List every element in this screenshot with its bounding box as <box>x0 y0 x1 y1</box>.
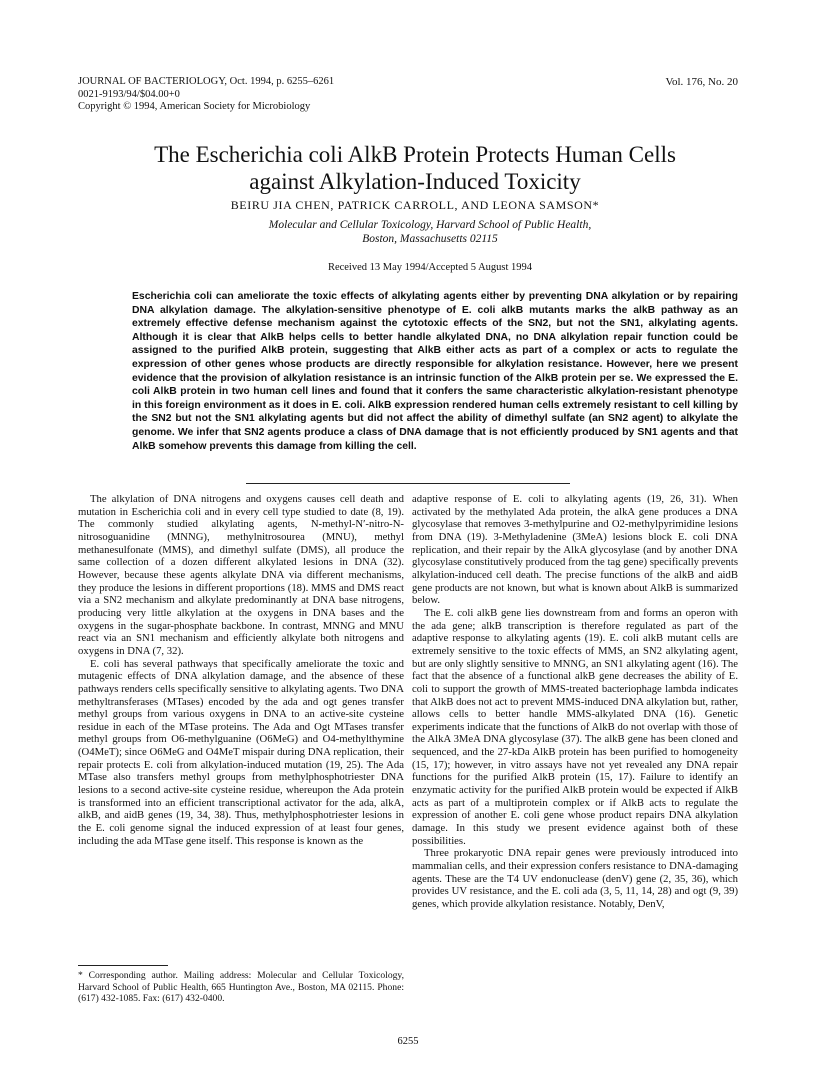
footnote-divider <box>78 965 168 966</box>
body-paragraph: The alkylation of DNA nitrogens and oxygens causes cell death and mutation in Escherichia coli and in every cell type studied to date (8, 19). The commonly studied alkylating agents, N-methyl-N′-nitro-N-nitrosoguanidine (MNNG), methylnitrosourea (MNU), methyl methanesulfonate (MMS), and dimethyl sulfate (DMS), all produce the same collection of a dozen different alkylated lesions in DNA (32). However, because these agents alkylate DNA via different mechanisms, they produce the lesions in different proportions (18). MMS and DMS react via a SN2 mechanism and alkylate predominantly at DNA base nitrogens, producing very little alkylation at the oxygens in DNA bases and the oxygens in the sugar-phosphate backbone. In contrast, MNNG and MNU react via an SN1 mechanism and efficiently alkylate both nitrogens and oxygens in DNA (7, 32). <box>78 493 404 657</box>
author-list: BEIRU JIA CHEN, PATRICK CARROLL, AND LEONA SAMSON* <box>230 198 600 212</box>
section-divider <box>246 483 570 484</box>
journal-header <box>78 76 738 114</box>
affiliation <box>150 218 710 246</box>
body-column-right <box>412 493 738 1053</box>
page-number: 6255 <box>397 1036 419 1047</box>
title-line-1: The Escherichia coli AlkB Protein Protects Human Cells <box>154 142 676 167</box>
body-paragraph: The E. coli alkB gene lies downstream from and forms an operon with the ada gene; alkB transcription is therefore regulated as part of the adaptive response to alkylating agents (19). E. coli alkB mutant cells are extremely sensitive to the toxic effects of MMS, an SN2 alkylating agent, but are only slightly sensitive to MNNG, an SN1 alkylating agent (16). The fact that the absence of a functional alkB gene decreases the ability of E. coli to support the growth of MMS-treated bacteriophage lambda indicates that AlkB does not act to prevent MMS-induced DNA alkylation but, rather, allows cells to better handle MMS-alkylated DNA (16). Genetic experiments indicate that the functions of AlkB do not overlap with those of the AlkA 3MeA DNA glycosylase (37). The alkB gene has been cloned and sequenced, and the 27-kDa AlkB protein has been purified to homogeneity (15, 17); however, in vitro assays have not yet revealed any DNA repair functions for the purified AlkB protein (15, 17). Failure to identify an enzymatic activity for the purified AlkB protein would be expected if AlkB acts as part of a multiprotein complex or if AlkB acts to regulate the expression of another E. coli gene whose product repairs DNA alkylation damage. In this study we present evidence against both of these possibilities. <box>412 606 738 847</box>
affiliation-line-2: Boston, Massachusetts 02115 <box>362 233 498 245</box>
affiliation-line-1: Molecular and Cellular Toxicology, Harvard School of Public Health, <box>268 219 592 231</box>
volume-issue: Vol. 176, No. 20 <box>665 76 738 88</box>
corresponding-author-footnote: * Corresponding author. Mailing address: Molecular and Cellular Toxicology, Harvard School of Public Health, 665 Huntington Ave., Boston, MA 02115. Phone: (617) 432-1085. Fax: (617) 432-0400. <box>78 970 404 1004</box>
body-paragraph: E. coli has several pathways that specifically ameliorate the toxic and mutagenic effects of DNA alkylation damage, and the absence of these pathways renders cells specifically sensitive to alkylating agents. Two DNA methyltransferases (MTases) encoded by the ada and ogt genes transfer methyl groups from various oxygens in DNA to an active-site cysteine residue in each of the MTase proteins. The Ada and Ogt MTases transfer methyl groups from O6-methylguanine (O6MeG) and O4-methylthymine (O4MeT); since O6MeG and O4MeT mispair during DNA replication, their repair protects E. coli from alkylation-induced mutation (19, 25). The Ada MTase also transfers methyl groups from methylphosphotriester DNA lesions to a second active-site cysteine residue, whereupon the Ada protein is transformed into an efficient transcriptional activator for the ada, alkA, alkB, and aidB genes (19, 34, 38). Thus, methylphosphotriester lesions in the E. coli genome signal the induced expression of at least four genes, including the ada MTase gene itself. This response is known as the <box>78 657 404 847</box>
title-line-2: against Alkylation-Induced Toxicity <box>249 169 581 194</box>
copyright: Copyright © 1994, American Society for Microbiology <box>78 101 311 112</box>
article-title <box>110 141 720 195</box>
abstract: Escherichia coli can ameliorate the toxic effects of alkylating agents either by preventing DNA alkylation or by repairing DNA alkylation damage. The alkylation-sensitive phenotype of E. coli alkB mutants marks the alkB pathway as an extremely effective defense mechanism against the cytotoxic effects of the SN2, but not the SN1, alkylating agents. Although it is clear that AlkB helps cells to better handle alkylated DNA, no DNA alkylation repair function could be assigned to the purified AlkB protein, suggesting that AlkB either acts as part of a complex or acts to regulate the expression of other genes whose products are directly responsible for alkylation resistance. However, here we present evidence that the provision of alkylation resistance is an intrinsic function of the AlkB protein per se. We expressed the E. coli AlkB protein in two human cell lines and found that it confers the same characteristic alkylation-resistant phenotype in this foreign environment as it does in E. coli. AlkB expression rendered human cells extremely resistant to cell killing by the SN2 but not the SN1 alkylating agents but did not affect the ability of dimethyl sulfate (an SN2 agent) to alkylate the genome. We infer that SN2 agents produce a class of DNA damage that is not efficiently produced by SN1 agents and that AlkB somehow prevents this damage from killing the cell. <box>132 291 738 452</box>
received-dates: Received 13 May 1994/Accepted 5 August 1994 <box>327 262 533 273</box>
body-paragraph: adaptive response of E. coli to alkylating agents (19, 26, 31). When activated by the methylated Ada protein, the alkA gene produces a DNA glycosylase that removes 3-methylpurine and O2-methylpyrimidine lesions from DNA (19). 3-Methyladenine (3MeA) lesions block E. coli DNA replication, and their repair by the AlkA glycosylase (and by another DNA glycosylase constitutively produced from the tag gene) specifically prevents alkylation-induced cell death. The precise functions of the alkB and aidB gene products are not known, but what is known about AlkB is summarized below. <box>412 493 738 607</box>
issn: 0021-9193/94/$04.00+0 <box>78 88 180 100</box>
body-column-left <box>78 493 404 958</box>
body-paragraph: Three prokaryotic DNA repair genes were previously introduced into mammalian cells, and their expression confers resistance to DNA-damaging agents. These are the T4 UV endonuclease (denV) gene (2, 35, 36), which provides UV resistance, and the E. coli ada (3, 5, 11, 14, 28) and ogt (9, 39) genes, which provide alkylation resistance. Notably, DenV, <box>412 847 738 910</box>
journal-citation: JOURNAL OF BACTERIOLOGY, Oct. 1994, p. 6255–6261 <box>78 76 335 87</box>
